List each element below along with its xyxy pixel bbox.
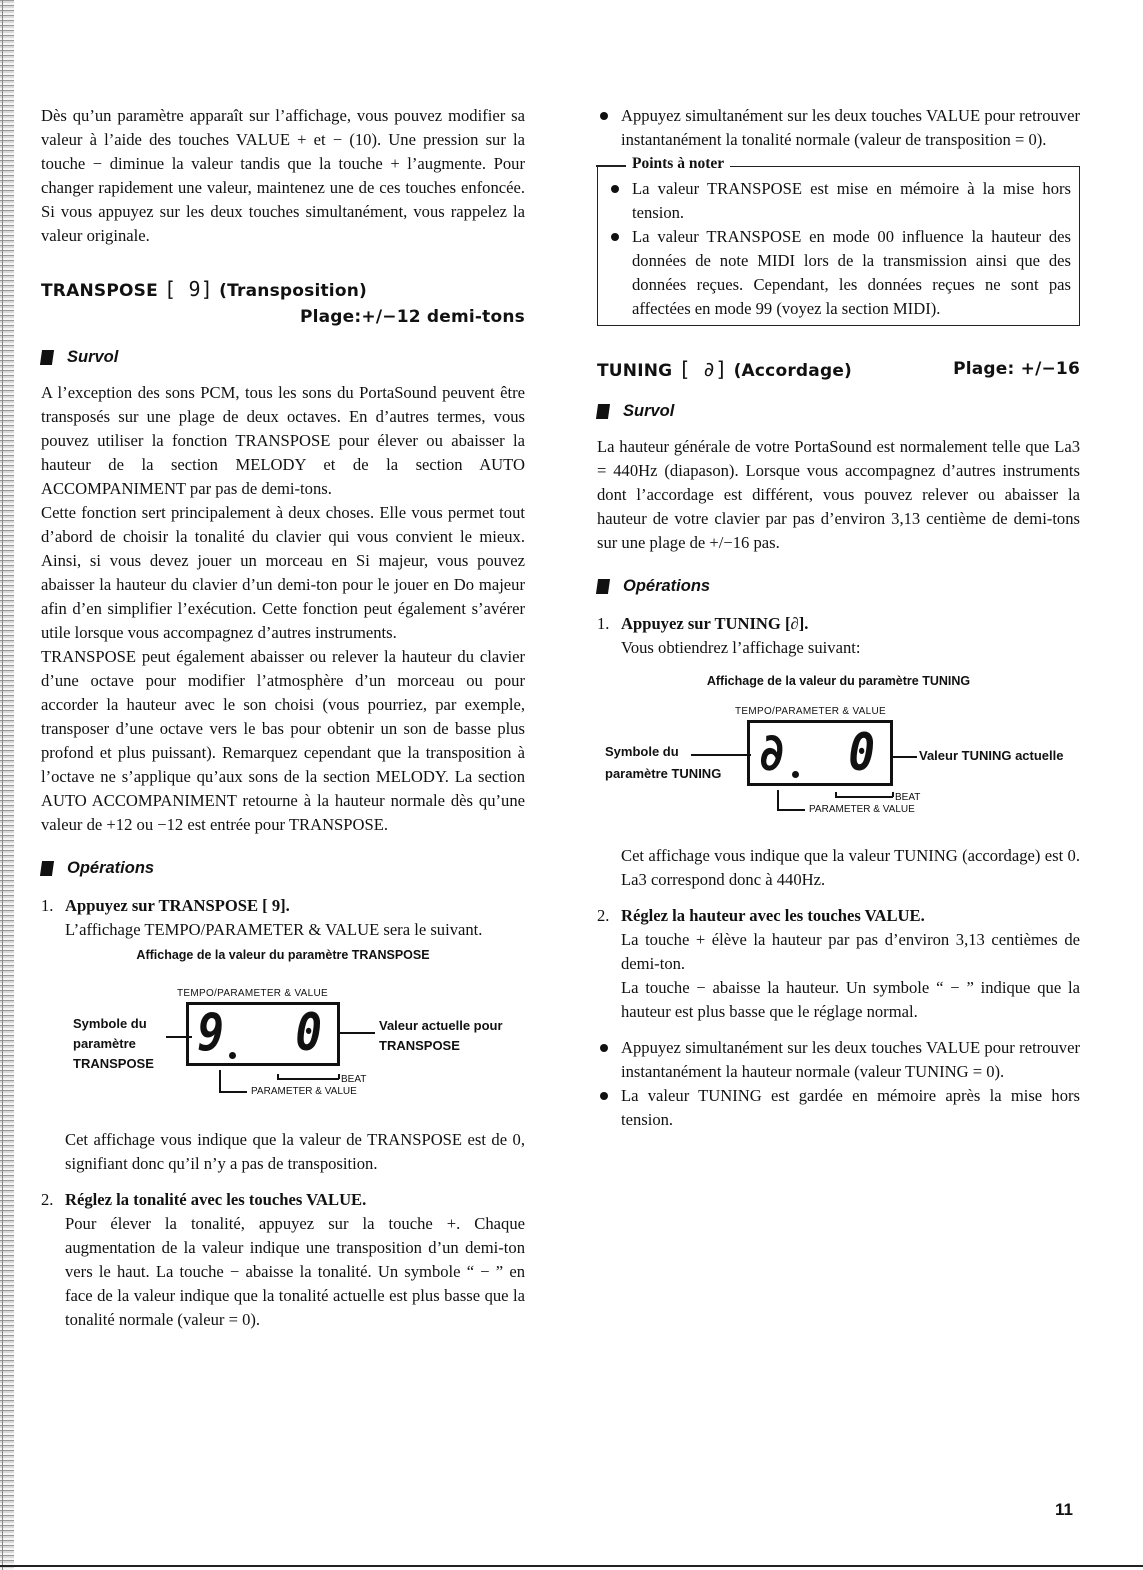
beat-label: BEAT <box>895 792 921 803</box>
param-bracket-vertical <box>777 790 779 810</box>
lcd-left-digit: 9 <box>197 1003 224 1063</box>
tuning-steps <box>597 612 1080 660</box>
tuning-lcd-figure <box>587 688 1080 828</box>
right-arrow-line <box>891 756 917 758</box>
step-text: La touche − abaisse la hauteur. Un symbole “ − ” indique que la hauteur est plus basse que le réglage normal. <box>621 978 1080 1021</box>
transpose-steps-continued <box>41 1128 525 1332</box>
lcd-dot <box>792 771 799 778</box>
left-arrow-line <box>691 754 751 756</box>
step-number: 2. <box>41 1190 54 1209</box>
param-bracket-vertical <box>219 1070 221 1092</box>
step-text: Cet affichage vous indique que la valeur TUNING (accordage) est 0. La3 correspond donc à 440Hz. <box>621 846 1080 889</box>
square-bullet-icon <box>40 861 54 876</box>
transpose-steps <box>41 894 525 942</box>
tuning-figure-caption: Affichage de la valeur du paramètre TUNING <box>706 674 971 688</box>
step-title: Appuyez sur TUNING [∂]. <box>621 614 809 633</box>
tuning-operations-heading <box>597 577 1080 596</box>
tuning-overview-paragraph: La hauteur générale de votre PortaSound est normalement telle que La3 = 440Hz (diapason). Lorsque vous accompagnez d’autres instruments dont l’accordage est différent, vous pouvez relever ou abaisser la hauteur de votre clavier par pas d’environ 3,13 centième de demi-tons sur une plage de +/−16 pas. <box>597 437 1080 552</box>
note-item: La valeur TRANSPOSE est mise en mémoire à la mise hors tension. <box>608 177 1071 225</box>
transpose-step-2 <box>41 1188 525 1332</box>
lcd-right-label: Valeur TUNING actuelle <box>919 748 1064 763</box>
transpose-overview-paragraph-3: TRANSPOSE peut également abaisser ou relever la hauteur du clavier d’une octave pour modifier l’atmosphère d’un morceau ou pour accorder la hauteur avec le son choisi (vous pourriez, par exemple, transposer d’une octave vers le bas pour obtenir un son de basse plus profond et plus puissant). Remarquez cependant que la transposition à l’octave ne s’applique qu’aux sons de la section MELODY. La section AUTO ACCOMPANIMENT retourne à la hauteur normale dès qu’une valeur de +12 ou −12 est entrée pour TRANSPOSE. <box>41 647 525 834</box>
notes-list <box>608 177 1071 321</box>
lcd-right-digit: 0 <box>295 1003 322 1063</box>
scan-edge-artifact <box>0 0 14 1570</box>
tuning-step-2 <box>597 904 1080 1024</box>
step-text: L’affichage TEMPO/PARAMETER & VALUE sera le suivant. <box>65 920 483 939</box>
param-value-label: PARAMETER & VALUE <box>251 1086 357 1097</box>
transpose-overview-paragraph-2: Cette fonction sert principalement à deux choses. Elle vous permet tout d’abord de choisir la tonalité du clavier qui vous convient le mieux. Ainsi, si vous devez jouer un morceau en Si majeur, vous pouvez abaisser la hauteur du clavier d’un demi-ton pour le jouer en Do majeur afin d’en simplifier l’exécution. Cette fonction peut également s’avérer utile lorsque vous accompagnez d’autres instruments. <box>41 503 525 642</box>
beat-bracket <box>277 1078 339 1080</box>
right-arrow-line <box>337 1032 375 1034</box>
tuning-steps-continued <box>597 844 1080 1024</box>
lcd-right-label: Valeur actuelle pour TRANSPOSE <box>379 1018 503 1053</box>
tuning-after-figure <box>597 844 1080 892</box>
lcd-left-digit: ∂ <box>758 723 785 783</box>
transpose-operations-heading <box>41 859 525 878</box>
transpose-reset-bullets <box>597 104 1080 152</box>
tuning-title-prefix: TUNING <box>597 361 673 381</box>
notes-box <box>597 155 1080 326</box>
square-bullet-icon <box>596 579 610 594</box>
param-bracket-horizontal <box>777 809 805 811</box>
transpose-lcd-figure <box>41 962 525 1102</box>
tuning-range: Plage: +/−16 <box>953 359 1080 379</box>
square-bullet-icon <box>596 404 610 419</box>
square-bullet-icon <box>40 350 54 365</box>
step-title: Appuyez sur TRANSPOSE [ 9]. <box>65 896 290 915</box>
transpose-step-1 <box>41 894 525 942</box>
param-bracket-horizontal <box>219 1091 247 1093</box>
transpose-figure-caption: Affichage de la valeur du paramètre TRANSPOSE <box>136 948 430 962</box>
param-value-label: PARAMETER & VALUE <box>809 804 915 815</box>
tuning-symbol: [ ∂] <box>678 357 728 381</box>
right-column <box>597 104 1080 1132</box>
transpose-reset-bullet: Appuyez simultanément sur les deux touches VALUE pour retrouver instantanément la tonalité normale (valeur de transposition = 0). <box>597 104 1080 152</box>
lcd-left-label: Symbole du paramètre TRANSPOSE <box>73 1016 154 1071</box>
tuning-overview-heading <box>597 402 1080 421</box>
beat-label: BEAT <box>341 1074 367 1085</box>
lcd-left-label-line-2: paramètre TUNING <box>605 766 722 781</box>
lcd-display <box>747 720 893 786</box>
transpose-section-title <box>41 276 525 330</box>
left-arrow-line <box>166 1036 192 1038</box>
transpose-range: Plage:+/−12 demi-tons <box>299 307 525 327</box>
beat-bracket-right <box>338 1074 340 1079</box>
transpose-symbol: [ 9] <box>164 277 213 301</box>
heading-label: Opérations <box>623 577 711 595</box>
heading-label: Survol <box>623 402 675 420</box>
tuning-title-suffix: (Accordage) <box>733 361 853 381</box>
transpose-title-prefix: TRANSPOSE <box>41 281 158 301</box>
step-text: La touche + élève la hauteur par pas d’environ 3,13 centièmes de demi-ton. <box>621 930 1080 973</box>
page-number: 11 <box>1055 1500 1073 1519</box>
transpose-overview-heading <box>41 348 525 367</box>
tuning-bullet: Appuyez simultanément sur les deux touches VALUE pour retrouver instantanément la hauteur normale (valeur TUNING = 0). <box>597 1036 1080 1084</box>
transpose-after-figure <box>41 1128 525 1176</box>
step-text: Pour élever la tonalité, appuyez sur la touche +. Chaque augmentation de la valeur indique une transposition d’un demi-ton vers le haut. La touche − abaisse la tonalité. Un symbole “ − ” en face de la valeur indique que la tonalité actuelle est plus basse que la tonalité normale (valeur = 0). <box>65 1214 525 1329</box>
step-title: Réglez la hauteur avec les touches VALUE. <box>621 906 925 925</box>
step-number: 2. <box>597 906 610 925</box>
beat-bracket <box>835 796 893 798</box>
heading-label: Survol <box>67 348 119 366</box>
heading-label: Opérations <box>67 859 155 877</box>
lcd-top-label: TEMPO/PARAMETER & VALUE <box>735 706 887 717</box>
lcd-left-label-line-1: Symbole du <box>605 744 679 759</box>
transpose-overview-paragraph-1: A l’exception des sons PCM, tous les sons du PortaSound peuvent être transposés sur une plage de deux octaves. En d’autres termes, vous pouvez utiliser la fonction TRANSPOSE pour élever ou abaisser la hauteur de la section MELODY et de la section AUTO ACCOMPANIMENT par pas de demi-tons. <box>41 383 525 498</box>
tuning-step-1 <box>597 612 1080 660</box>
intro-paragraph: Dès qu’un paramètre apparaît sur l’affichage, vous pouvez modifier sa valeur à l’aide des touches VALUE + et − (10). Une pression sur la touche − diminue la valeur tandis que la touche + l’augmente. Pour changer rapidement une valeur, maintenez une de ces touches enfoncée. Si vous appuyez sur les deux touches simultanément, vous rappelez la valeur originale. <box>41 106 525 245</box>
lcd-dot <box>229 1052 236 1059</box>
tuning-bullet: La valeur TUNING est gardée en mémoire après la mise hors tension. <box>597 1084 1080 1132</box>
step-number: 1. <box>597 614 610 633</box>
step-text: Cet affichage vous indique que la valeur de TRANSPOSE est de 0, signifiant donc qu’il n’y a pas de transposition. <box>65 1130 525 1173</box>
note-item: La valeur TRANSPOSE en mode 00 influence la hauteur des données de note MIDI lors de la transmission ainsi que des données reçues. Cependant, les données reçues ne sont pas affectées en mode 99 (voyez la section MIDI). <box>608 225 1071 321</box>
notes-box-legend-line <box>596 165 628 167</box>
bottom-rule <box>0 1565 1143 1567</box>
step-number: 1. <box>41 896 54 915</box>
lcd-right-digit: 0 <box>848 723 875 783</box>
step-text: Vous obtiendrez l’affichage suivant: <box>621 638 861 657</box>
lcd-display <box>186 1002 340 1066</box>
step-title: Réglez la tonalité avec les touches VALUE. <box>65 1190 367 1209</box>
transpose-title-suffix: (Transposition) <box>219 281 367 301</box>
left-column <box>41 104 525 1332</box>
tuning-section-title <box>597 356 1080 384</box>
beat-bracket-right <box>892 792 894 797</box>
tuning-bullets <box>597 1036 1080 1132</box>
notes-box-title: Points à noter <box>626 155 730 173</box>
lcd-top-label: TEMPO/PARAMETER & VALUE <box>177 988 329 999</box>
